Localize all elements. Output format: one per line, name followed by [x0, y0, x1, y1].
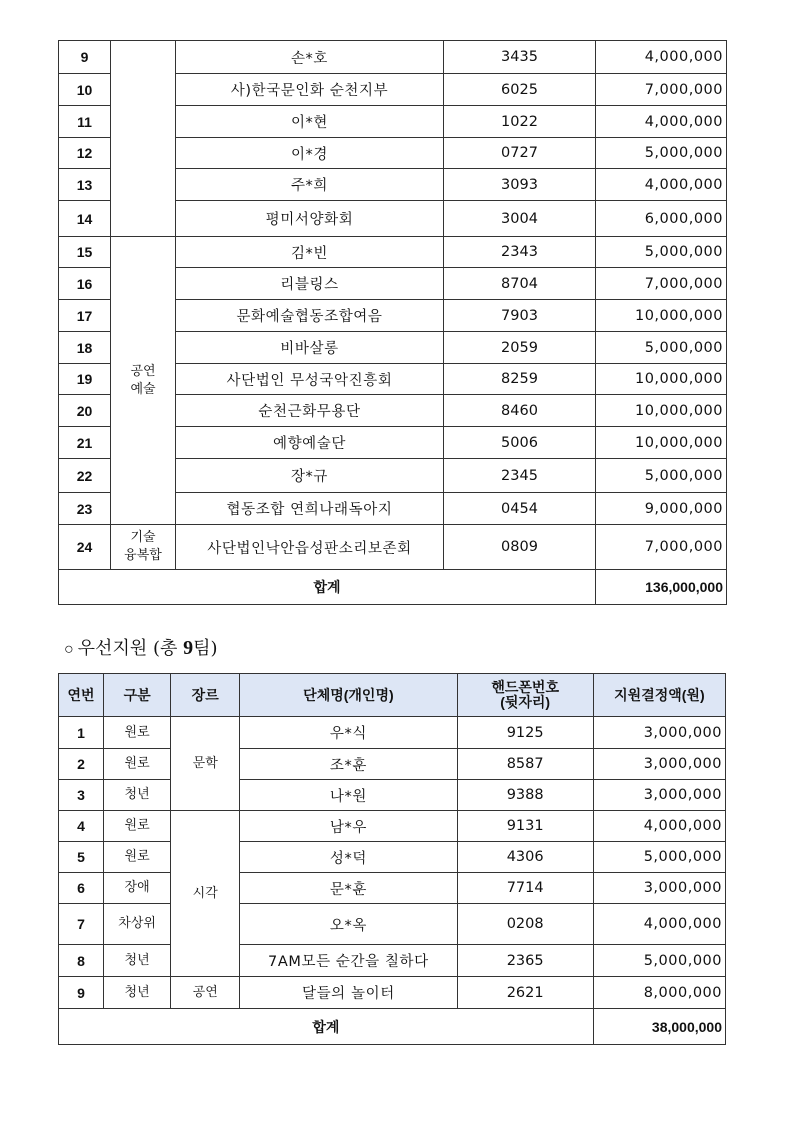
grant-amount: 6,000,000: [596, 201, 727, 237]
grant-amount: 5,000,000: [593, 842, 725, 873]
section-title-a: 우선지원 (총: [77, 638, 184, 659]
row-number: 6: [59, 873, 104, 904]
row-number: 22: [59, 459, 111, 493]
phone-suffix: 1022: [444, 106, 596, 138]
phone-suffix: 8587: [457, 749, 593, 780]
genre-performing-arts: [111, 237, 176, 525]
table-row: [59, 780, 726, 811]
total-row: [59, 570, 727, 605]
grant-amount: 3,000,000: [593, 873, 725, 904]
applicant-name: 우*식: [240, 717, 457, 749]
phone-suffix: 3093: [444, 169, 596, 201]
row-number: 4: [59, 811, 104, 842]
applicant-name: 달들의 놀이터: [240, 977, 457, 1009]
genre-cell-blank: [111, 41, 176, 237]
section-title-b: 팀): [193, 638, 218, 659]
applicant-name: 7AM모든 순간을 칠하다: [240, 945, 457, 977]
phone-suffix: 0809: [444, 525, 596, 570]
total-amount: 136,000,000: [596, 570, 727, 605]
table-row: [59, 237, 727, 268]
applicant-name: 리블링스: [176, 268, 444, 300]
phone-suffix: 2345: [444, 459, 596, 493]
applicant-name: 평미서양화회: [176, 201, 444, 237]
phone-suffix: 9388: [457, 780, 593, 811]
applicant-name: 이*현: [176, 106, 444, 138]
header-no: 연번: [59, 674, 104, 717]
header-name: 단체명(개인명): [240, 674, 457, 717]
grant-amount: 7,000,000: [596, 525, 727, 570]
category-cell: 원로: [104, 717, 171, 749]
row-number: 14: [59, 201, 111, 237]
grant-table-continued: [58, 40, 727, 605]
table-row: [59, 41, 727, 74]
grant-amount: 8,000,000: [593, 977, 725, 1009]
applicant-name: 성*덕: [240, 842, 457, 873]
genre-visual: 시각: [171, 811, 240, 977]
circle-bullet-icon: ○: [64, 641, 74, 658]
grant-amount: 5,000,000: [596, 332, 727, 364]
grant-amount: 5,000,000: [596, 459, 727, 493]
applicant-name: 사)한국문인화 순천지부: [176, 74, 444, 106]
applicant-name: 문*훈: [240, 873, 457, 904]
grant-amount: 7,000,000: [596, 268, 727, 300]
applicant-name: 이*경: [176, 138, 444, 169]
category-cell: 원로: [104, 749, 171, 780]
header-phone-label: 핸드폰번호 (뒷자리): [491, 679, 559, 710]
phone-suffix: 0454: [444, 493, 596, 525]
row-number: 8: [59, 945, 104, 977]
phone-suffix: 0727: [444, 138, 596, 169]
row-number: 17: [59, 300, 111, 332]
phone-suffix: 9131: [457, 811, 593, 842]
row-number: 1: [59, 717, 104, 749]
total-label: 합계: [59, 570, 596, 605]
total-amount: 38,000,000: [593, 1009, 725, 1045]
priority-support-table: [58, 673, 726, 1045]
applicant-name: 오*옥: [240, 904, 457, 945]
table-row: [59, 842, 726, 873]
genre-tech-convergence: [111, 525, 176, 570]
grant-amount: 10,000,000: [596, 395, 727, 427]
row-number: 21: [59, 427, 111, 459]
table-row: [59, 904, 726, 945]
row-number: 16: [59, 268, 111, 300]
phone-suffix: 9125: [457, 717, 593, 749]
applicant-name: 장*규: [176, 459, 444, 493]
grant-amount: 10,000,000: [596, 427, 727, 459]
category-cell: 차상위: [104, 904, 171, 945]
phone-suffix: 2621: [457, 977, 593, 1009]
applicant-name: 조*훈: [240, 749, 457, 780]
category-cell: 청년: [104, 977, 171, 1009]
row-number: 9: [59, 41, 111, 74]
genre-tech-convergence-label: 기술 융복합: [124, 530, 162, 563]
applicant-name: 손*호: [176, 41, 444, 74]
category-cell: 원로: [104, 842, 171, 873]
section-title-count: 9: [183, 637, 194, 659]
phone-suffix: 3435: [444, 41, 596, 74]
grant-amount: 3,000,000: [593, 717, 725, 749]
grant-amount: 4,000,000: [596, 41, 727, 74]
row-number: 15: [59, 237, 111, 268]
grant-amount: 4,000,000: [596, 169, 727, 201]
table-row: [59, 977, 726, 1009]
phone-suffix: 3004: [444, 201, 596, 237]
row-number: 11: [59, 106, 111, 138]
table-row: [59, 873, 726, 904]
applicant-name: 협동조합 연희나래독아지: [176, 493, 444, 525]
grant-amount: 4,000,000: [596, 106, 727, 138]
applicant-name: 비바살롱: [176, 332, 444, 364]
phone-suffix: 8704: [444, 268, 596, 300]
phone-suffix: 2059: [444, 332, 596, 364]
header-phone: [457, 674, 593, 717]
phone-suffix: 7714: [457, 873, 593, 904]
row-number: 10: [59, 74, 111, 106]
grant-amount: 9,000,000: [596, 493, 727, 525]
phone-suffix: 7903: [444, 300, 596, 332]
header-category: 구분: [104, 674, 171, 717]
row-number: 18: [59, 332, 111, 364]
category-cell: 원로: [104, 811, 171, 842]
table-row: [59, 811, 726, 842]
genre-literature: 문학: [171, 717, 240, 811]
phone-suffix: 8259: [444, 364, 596, 395]
phone-suffix: 2365: [457, 945, 593, 977]
category-cell: 청년: [104, 780, 171, 811]
row-number: 12: [59, 138, 111, 169]
phone-suffix: 2343: [444, 237, 596, 268]
applicant-name: 남*우: [240, 811, 457, 842]
table-row: [59, 945, 726, 977]
phone-suffix: 5006: [444, 427, 596, 459]
header-genre: 장르: [171, 674, 240, 717]
row-number: 20: [59, 395, 111, 427]
row-number: 5: [59, 842, 104, 873]
row-number: 2: [59, 749, 104, 780]
grant-amount: 10,000,000: [596, 300, 727, 332]
applicant-name: 사단법인 무성국악진흥회: [176, 364, 444, 395]
row-number: 13: [59, 169, 111, 201]
row-number: 19: [59, 364, 111, 395]
row-number: 9: [59, 977, 104, 1009]
applicant-name: 사단법인낙안읍성판소리보존회: [176, 525, 444, 570]
total-label: 합계: [59, 1009, 594, 1045]
table-row: [59, 717, 726, 749]
grant-amount: 5,000,000: [593, 945, 725, 977]
row-number: 7: [59, 904, 104, 945]
table-row: [59, 749, 726, 780]
row-number: 3: [59, 780, 104, 811]
applicant-name: 주*희: [176, 169, 444, 201]
table-header-row: [59, 674, 726, 717]
phone-suffix: 0208: [457, 904, 593, 945]
genre-performance: 공연: [171, 977, 240, 1009]
grant-amount: 7,000,000: [596, 74, 727, 106]
row-number: 24: [59, 525, 111, 570]
grant-amount: 4,000,000: [593, 904, 725, 945]
grant-amount: 3,000,000: [593, 749, 725, 780]
applicant-name: 예향예술단: [176, 427, 444, 459]
category-cell: 장애: [104, 873, 171, 904]
phone-suffix: 6025: [444, 74, 596, 106]
grant-amount: 3,000,000: [593, 780, 725, 811]
grant-amount: 5,000,000: [596, 138, 727, 169]
grant-amount: 4,000,000: [593, 811, 725, 842]
table-row: [59, 525, 727, 570]
applicant-name: 문화예술협동조합여음: [176, 300, 444, 332]
applicant-name: 나*원: [240, 780, 457, 811]
category-cell: 청년: [104, 945, 171, 977]
grant-amount: 10,000,000: [596, 364, 727, 395]
applicant-name: 김*빈: [176, 237, 444, 268]
row-number: 23: [59, 493, 111, 525]
phone-suffix: 4306: [457, 842, 593, 873]
grant-amount: 5,000,000: [596, 237, 727, 268]
header-amount: 지원결정액(원): [593, 674, 725, 717]
phone-suffix: 8460: [444, 395, 596, 427]
section-heading-priority-support: [64, 634, 218, 660]
genre-performing-arts-label: 공연 예술: [130, 363, 156, 397]
applicant-name: 순천근화무용단: [176, 395, 444, 427]
total-row: [59, 1009, 726, 1045]
